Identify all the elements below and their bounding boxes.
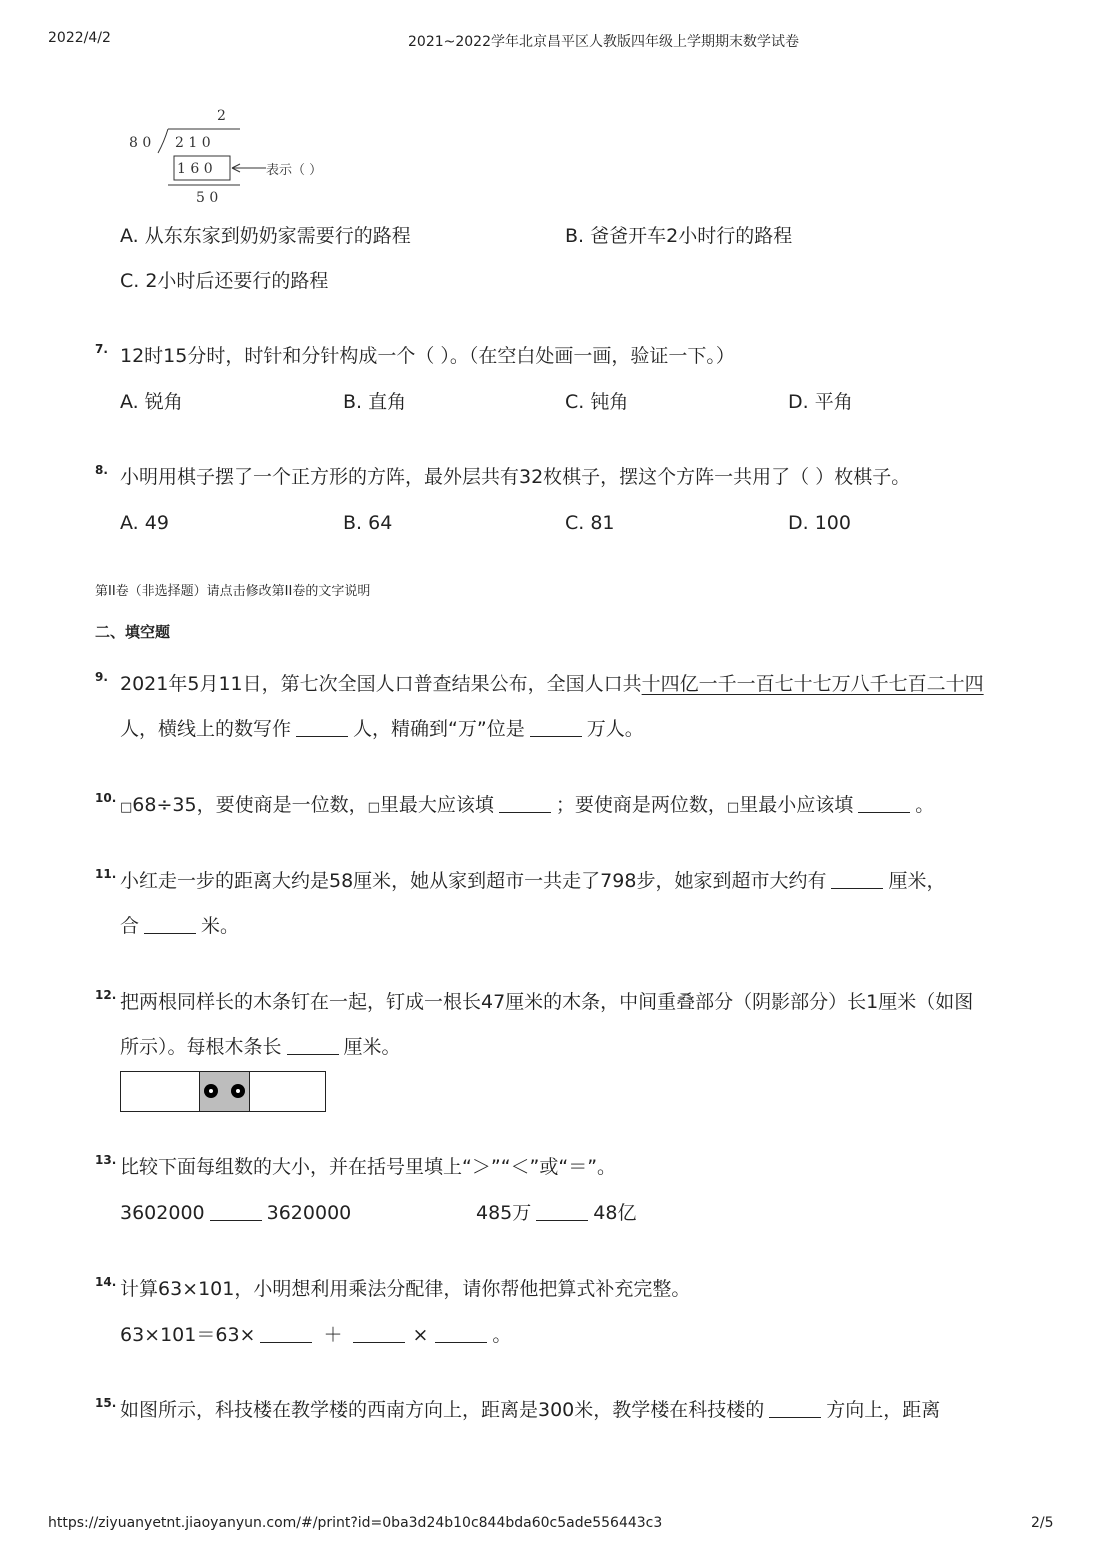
page-number: 2/5: [1031, 1515, 1054, 1531]
q12-line1: 把两根同样长的木条钉在一起，钉成一根长47厘米的木条，中间重叠部分（阴影部分）长1厘米（如图: [120, 991, 974, 1013]
q10-a: 68÷35，要使商是一位数，: [132, 794, 368, 816]
box-glyph: □: [726, 800, 740, 815]
q9-line1-prefix: 2021年5月11日，第七次全国人口普查结果公布，全国人口共: [120, 673, 642, 695]
q7-option-b: B. 直角: [343, 391, 407, 413]
q9-line2: [120, 716, 644, 742]
long-division-figure: [118, 104, 348, 214]
q13-blank-2[interactable]: [536, 1204, 588, 1221]
q14-number: 14.: [95, 1275, 117, 1289]
q11-line2-a: 合: [120, 915, 140, 937]
q11-line2-b: 米。: [201, 915, 240, 937]
q8-option-c: C. 81: [565, 512, 615, 534]
print-date: 2022/4/2: [48, 30, 111, 46]
q13-left-a: 3602000: [120, 1202, 205, 1224]
q14-blank-2[interactable]: [353, 1326, 405, 1343]
q13-right-a: 485万: [476, 1202, 532, 1224]
q11-number: 11.: [95, 867, 117, 881]
pointer-label: 表示（ ）: [266, 163, 323, 178]
divisor: 8 0: [129, 135, 152, 151]
q14-blank-3[interactable]: [435, 1326, 487, 1343]
q12-line2-a: 所示）。每根木条长: [120, 1036, 282, 1058]
q13-right-b: 48亿: [593, 1202, 637, 1224]
q10-blank-1[interactable]: [499, 796, 551, 813]
q6-option-b: B. 爸爸开车2小时行的路程: [565, 225, 793, 247]
q14-text: 计算63×101，小明想利用乘法分配律，请你帮他把算式补充完整。: [120, 1278, 691, 1300]
q8-option-a: A. 49: [120, 512, 169, 534]
q7-number: 7.: [95, 342, 108, 356]
division-lines: [118, 104, 348, 214]
times-sign: ×: [412, 1324, 429, 1346]
section2-title: 二、填空题: [95, 623, 171, 641]
q14-expression: [120, 1322, 511, 1348]
box-glyph: □: [367, 800, 380, 815]
q13-left-b: 3620000: [266, 1202, 352, 1224]
q11-line1-a: 小红走一步的距离大约是58厘米，她从家到超市一共走了798步，她家到超市大约有: [120, 870, 827, 892]
q9-number: 9.: [95, 670, 108, 684]
page-title: 2021~2022学年北京昌平区人教版四年级上学期期末数学试卷: [408, 34, 799, 50]
q9-line2-b: 人，精确到“万”位是: [353, 718, 525, 740]
q13-number: 13.: [95, 1153, 117, 1167]
q10-blank-2[interactable]: [858, 796, 910, 813]
quotient: 2: [217, 108, 226, 124]
footer-url[interactable]: https://ziyuanyetnt.jiaoyanyun.com/#/print?id=0ba3d24b10c844bda60c5ade556443c3: [48, 1515, 663, 1531]
q8-option-d: D. 100: [788, 512, 851, 534]
q11-line1-b: 厘米，: [888, 870, 946, 892]
q9-line1: [120, 671, 984, 697]
q11-blank-1[interactable]: [831, 872, 883, 889]
q14-expr-a: 63×101＝63×: [120, 1324, 256, 1346]
q7-option-a: A. 锐角: [120, 391, 183, 413]
q10-c: 里最大应该填: [379, 794, 494, 816]
q11-line1: [120, 868, 945, 894]
q12-number: 12.: [95, 988, 117, 1002]
q13-right-compare: [476, 1200, 636, 1226]
q6-option-c: C. 2小时后还要行的路程: [120, 270, 329, 292]
q9-underlined-number: 十四亿一千一百七十七万八千七百二十四: [641, 673, 984, 695]
q9-blank-1[interactable]: [296, 720, 348, 737]
q10-g: 。: [915, 794, 935, 816]
q8-text: 小明用棋子摆了一个正方形的方阵，最外层共有32枚棋子，摆这个方阵一共用了（ ）枚棋子。: [120, 466, 911, 488]
section2-note[interactable]: 第II卷（非选择题）请点击修改第II卷的文字说明: [95, 584, 371, 599]
q8-option-b: B. 64: [343, 512, 393, 534]
q12-line2: [120, 1034, 401, 1060]
q7-text: 12时15分时，时针和分针构成一个（ ）。（在空白处画一画，验证一下。）: [120, 345, 735, 367]
plus-sign: ＋: [323, 1324, 343, 1346]
q15-text-b: 方向上，距离: [826, 1399, 941, 1421]
q13-left-compare: [120, 1200, 351, 1226]
q15-text: [120, 1397, 940, 1423]
product: 1 6 0: [177, 161, 213, 177]
q7-option-c: C. 钝角: [565, 391, 629, 413]
q6-option-a: A. 从东东家到奶奶家需要行的路程: [120, 225, 411, 247]
q15-blank[interactable]: [769, 1401, 821, 1418]
q14-blank-1[interactable]: [260, 1326, 312, 1343]
wood-strips-figure: [120, 1071, 326, 1112]
nail-icon: [231, 1084, 245, 1098]
q13-text: 比较下面每组数的大小，并在括号里填上“＞”“＜”或“＝”。: [120, 1156, 617, 1178]
q15-number: 15.: [95, 1396, 117, 1410]
q14-end: 。: [492, 1324, 512, 1346]
q10-f: 里最小应该填: [739, 794, 854, 816]
q7-option-d: D. 平角: [788, 391, 853, 413]
q10-number: 10.: [95, 791, 117, 805]
box-glyph: □: [120, 800, 133, 815]
q10-d: ；要使商是两位数，: [555, 794, 727, 816]
q8-number: 8.: [95, 463, 108, 477]
q13-blank-1[interactable]: [210, 1204, 262, 1221]
q9-line2-a: 人，横线上的数写作: [120, 718, 292, 740]
remainder: 5 0: [196, 190, 219, 206]
q10-text: [120, 792, 934, 821]
q12-line2-b: 厘米。: [343, 1036, 401, 1058]
q15-text-a: 如图所示，科技楼在教学楼的西南方向上，距离是300米，教学楼在科技楼的: [120, 1399, 765, 1421]
q11-line2: [120, 913, 239, 939]
q11-blank-2[interactable]: [144, 917, 196, 934]
nail-icon: [204, 1084, 218, 1098]
q12-blank[interactable]: [287, 1038, 339, 1055]
q9-blank-2[interactable]: [530, 720, 582, 737]
q9-line2-c: 万人。: [586, 718, 644, 740]
dividend: 2 1 0: [175, 135, 211, 151]
